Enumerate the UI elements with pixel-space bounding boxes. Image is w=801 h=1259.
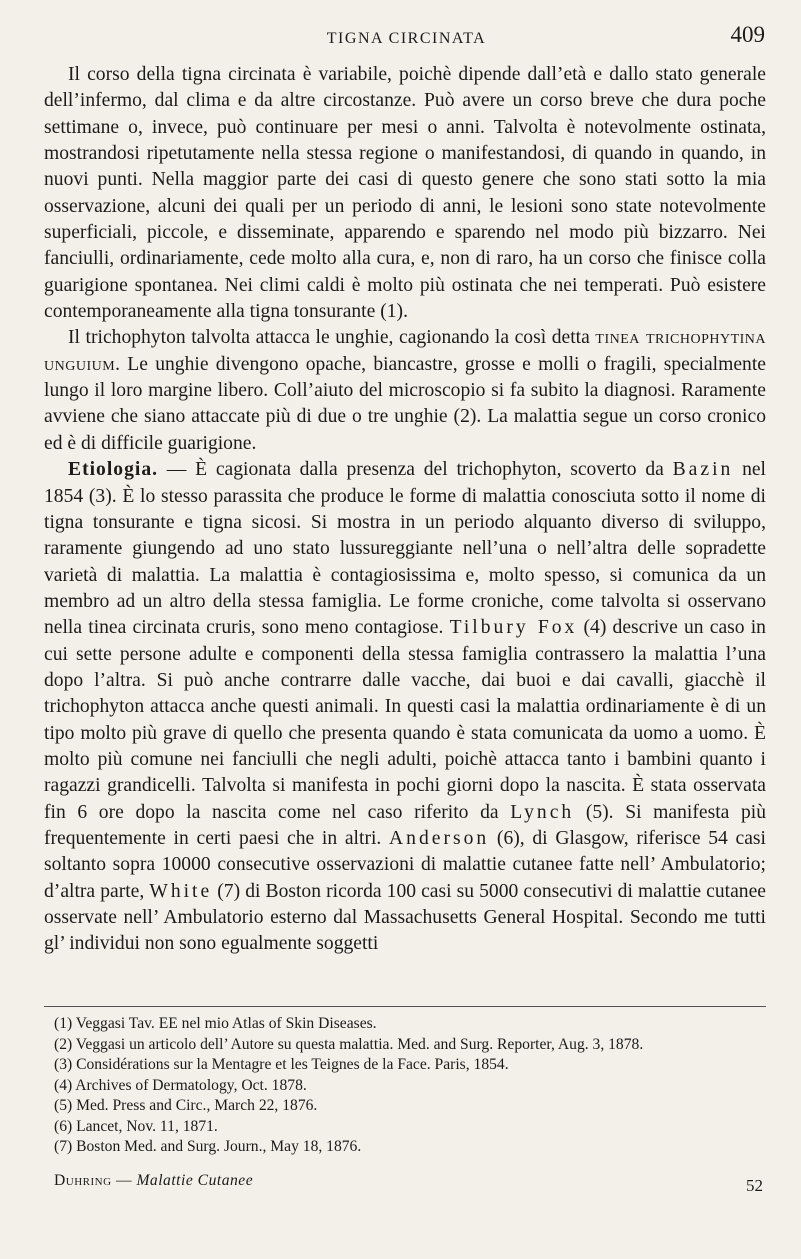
footer-line <box>54 1172 253 1190</box>
author-tilbury-fox: Tilbury Fox <box>449 617 578 639</box>
etiology-heading: Etiologia. <box>68 459 159 481</box>
etiology-text-a: — È cagionata dalla presenza del trichophyton, scoverto da <box>158 459 673 481</box>
signature-mark: 52 <box>746 1176 763 1195</box>
footer-dash: — <box>111 1172 137 1189</box>
etiology-text-f: (7) di Boston ricorda 100 casi su 5000 consecutivi di malattie cutanee osservate nell’ Ambulatorio esterno dal Massachusetts General Hospital. Secondo me tutti gl’ individui non sono egualmente soggetti <box>44 880 766 955</box>
tinea-unguium-term: tinea trichophytina unguium <box>44 327 767 375</box>
paragraph-nails <box>44 325 766 457</box>
footnote-3: (3) Considérations sur la Mentagre et les Teignes de la Face. Paris, 1854. <box>54 1056 509 1073</box>
footnote-6: (6) Lancet, Nov. 11, 1871. <box>54 1117 218 1135</box>
nails-text-b: . Le unghie divengono opache, biancastre, grosse e molli o fragili, specialmente lungo il loro margine libero. Coll’aiuto del microscopio si fa subito la diagnosi. Raramente avviene che siano attaccate più di due o tre unghie (2). La malattia segue un corso cronico ed è di difficile guarigione. <box>44 353 766 454</box>
author-anderson: Anderson <box>389 827 490 849</box>
author-lynch: Lynch <box>510 801 575 823</box>
etiology-text-b: nel 1854 (3). È lo stesso parassita che produce le forme di malattia conosciuta sotto il nome di tigna tonsurante e tigna sicosi. Si mostra in un periodo alquanto diverso di sviluppo, raramente giungendo ad uno stato lussureggiante nell’una o nell’altra delle sopradette varietà di malattia. La malattia è contagiosissima e, molto spesso, si comunica da un membro ad un altro della stessa famiglia. Le forme croniche, come talvolta si osservano nella tinea circinata cruris, sono meno contagiose. <box>44 459 767 639</box>
author-white: White <box>149 880 213 902</box>
author-bazin: Bazin <box>672 459 734 481</box>
footnote-2: (2) Veggasi un articolo dell’ Autore su questa malattia. Med. and Surg. Reporter, Aug. 3, 1878. <box>54 1035 644 1053</box>
nails-text-a: Il trichophyton talvolta attacca le unghie, cagionando la così detta <box>68 327 590 349</box>
etiology-text-e: (6), di Glasgow, riferisce 54 casi soltanto sopra 10000 consecutive osservazioni di malattie cutanee fatte nell’ Ambulatorio; d’altra parte, <box>44 827 766 902</box>
paragraph-etiology <box>44 457 766 958</box>
footnote-5: (5) Med. Press and Circ., March 22, 1876. <box>54 1097 318 1114</box>
footnote-7: (7) Boston Med. and Surg. Journ., May 18, 1876. <box>54 1138 362 1155</box>
running-title: TIGNA CIRCINATA <box>326 30 487 47</box>
footnote-1: (1) Veggasi Tav. EE nel mio Atlas of Skin Diseases. <box>54 1015 377 1032</box>
footnotes <box>54 1014 766 1158</box>
etiology-text-d: (5). Si manifesta più frequentemente in certi paesi che in altri. <box>44 801 766 849</box>
running-head <box>48 22 765 52</box>
page-footer <box>54 1172 765 1194</box>
footer-author: Duhring <box>54 1172 112 1189</box>
body-text <box>44 62 766 958</box>
paragraph-course: Il corso della tigna circinata è variabile, poichè dipende dall’età e dallo stato generale dell’infermo, dal clima e da altre circostanze. Può avere un corso breve che dura poche settimane o, invece, può continuare per mesi o anni. Talvolta è notevolmente ostinata, mostrandosi ripetutamente nella stessa regione o manifestandosi, di quando in quando, in nuovi punti. Nella maggior parte dei casi di questo genere che sono stati sotto la mia osservazione, alcuni dei quali per un periodo di anni, le lesioni sono state notevolmente superficiali, piccole, e disseminate, apparendo e sparendo nel modo più bizzarro. Nei fanciulli, ordinariamente, cede molto alla cura, e, non di raro, ha un corso che finisce colla guarigione spontanea. Nei climi caldi è molto più ostinata che nei temperati. Può esistere contemporaneamente alla tigna tonsurante (1). <box>44 64 766 323</box>
page-number: 409 <box>730 22 765 47</box>
footnote-rule <box>44 1006 766 1007</box>
footnote-4: (4) Archives of Dermatology, Oct. 1878. <box>54 1076 307 1094</box>
etiology-text-c: (4) descrive un caso in cui sette persone adulte e componenti della stessa famiglia contrassero la malattia l’una dopo l’altra. Si può anche contrarre dalle vacche, dai buoi e dai cavalli, giacchè il trichophyton attacca anche questi animali. In questi casi la malattia ordinariamente è di un tipo molto più grave di quello che presenta quando è stata comunicata da uomo a uomo. È molto più comune nei fanciulli che negli adulti, poichè attacca tanto i bambini quanto i ragazzi grandicelli. Talvolta si manifesta in pochi giorni dopo la nascita. È stata osservata fin 6 ore dopo la nascita come nel caso riferito da <box>44 617 766 823</box>
footer-book-title: Malattie Cutanee <box>136 1172 254 1189</box>
